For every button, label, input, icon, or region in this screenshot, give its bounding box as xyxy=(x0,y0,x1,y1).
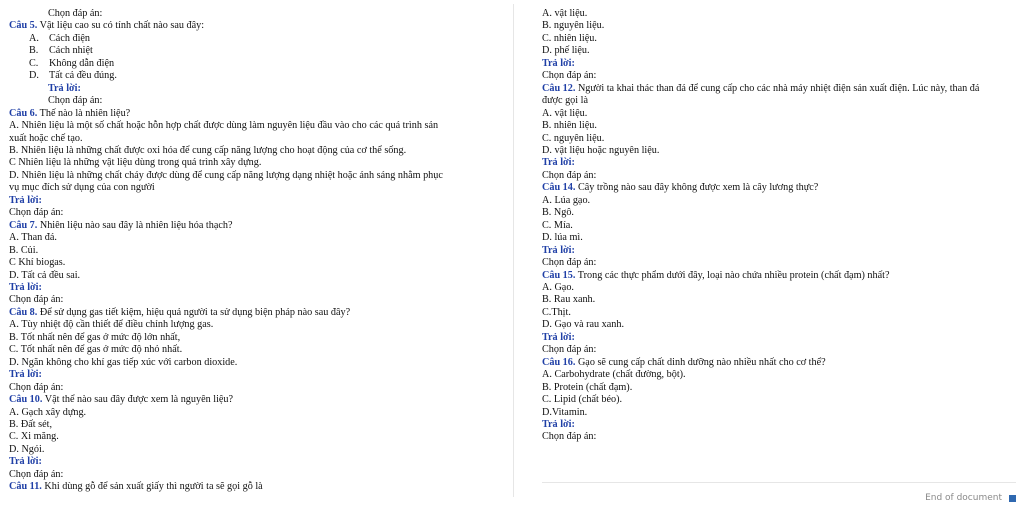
text-line: Chọn đáp án: xyxy=(9,381,64,393)
question-line xyxy=(542,357,1018,369)
text-line: A. vật liệu. xyxy=(542,107,588,119)
question-number: Câu 15. xyxy=(542,269,576,281)
text-line: D. Ngói. xyxy=(9,443,45,455)
answer-label: Trả lời: xyxy=(48,82,81,94)
text-line: C. Xi măng. xyxy=(9,431,59,443)
column-divider xyxy=(513,4,514,497)
text-line: B. Tốt nhất nên để gas ở mức độ lớn nhất, xyxy=(9,331,181,343)
option-text: Tất cả đều đúng. xyxy=(49,70,117,82)
text-line: B. Củi. xyxy=(9,244,39,256)
question-line xyxy=(9,220,503,232)
question-number: Câu 6. xyxy=(9,107,38,119)
document-column-right xyxy=(542,8,1018,444)
text-line: D. Nhiên liệu là những chất cháy được dùng để cung cấp năng lượng dạng nhiệt hoặc ánh sáng nhằm phục xyxy=(9,169,443,181)
text-line: D. Gạo và rau xanh. xyxy=(542,319,625,331)
question-line xyxy=(9,394,503,406)
text-line: B. nhiên liệu. xyxy=(542,120,597,132)
text-line: A. Gạch xây dựng. xyxy=(9,406,87,418)
text-line: Chọn đáp án: xyxy=(542,431,597,443)
question-text: Nhiên liệu nào sau đây là nhiên liệu hóa thạch? xyxy=(37,219,233,231)
answer-label: Trả lời: xyxy=(542,331,575,343)
option-line xyxy=(9,58,503,70)
option-text: Cách nhiệt xyxy=(49,45,93,57)
text-line: B. Nhiên liệu là những chất được oxi hóa để cung cấp năng lượng cho hoạt động của cơ thể sống. xyxy=(9,144,407,156)
text-line: D. vật liệu hoặc nguyên liệu. xyxy=(542,144,660,156)
text-line: xuất hoặc chế tạo. xyxy=(9,132,83,144)
text-line: B. nguyên liệu. xyxy=(542,20,605,32)
question-number: Câu 7. xyxy=(9,219,38,231)
text-line: A. vật liệu. xyxy=(542,8,588,19)
text-line: B. Rau xanh. xyxy=(542,294,596,306)
question-number: Câu 5. xyxy=(9,20,38,32)
option-letter: A. xyxy=(29,32,39,44)
question-number: Câu 14. xyxy=(542,182,576,194)
question-text: Cây trồng nào sau đây không được xem là cây lương thực? xyxy=(575,182,819,194)
text-line: A. Than đá. xyxy=(9,232,57,244)
text-line: B. Đất sét, xyxy=(9,418,53,430)
text-line: A. Tùy nhiệt độ cần thiết để điều chỉnh lượng gas. xyxy=(9,319,214,331)
text-line: D.Vitamin. xyxy=(542,406,588,418)
text-line: Chọn đáp án: xyxy=(542,257,597,269)
text-line: D. Tất cả đều sai. xyxy=(9,269,81,281)
text-line: Chọn đáp án: xyxy=(542,344,597,356)
question-line xyxy=(542,182,1018,194)
question-text: Thế nào là nhiên liệu? xyxy=(37,107,131,119)
text-line: B. Protein (chất đạm). xyxy=(542,381,633,393)
question-line xyxy=(542,270,1018,282)
option-line xyxy=(9,70,503,82)
end-of-document xyxy=(925,493,1016,503)
question-text: Người ta khai thác than đá để cung cấp cho các nhà máy nhiệt điện sản xuất điện. Lúc này, than đá xyxy=(575,82,980,94)
question-line xyxy=(9,481,503,493)
question-number: Câu 8. xyxy=(9,306,38,318)
text-line: C. nguyên liệu. xyxy=(542,132,605,144)
question-text: Vật liệu cao su có tính chất nào sau đây: xyxy=(37,20,205,32)
text-line: C.Thịt. xyxy=(542,306,571,318)
text-line: được gọi là xyxy=(542,95,588,107)
question-number: Câu 11. xyxy=(9,481,42,493)
question-line xyxy=(9,108,503,120)
text-line: C Khí biogas. xyxy=(9,257,66,269)
text-line: Chọn đáp án: xyxy=(48,8,103,19)
text-line: B. Ngô. xyxy=(542,207,574,219)
question-number: Câu 16. xyxy=(542,356,576,368)
end-separator xyxy=(542,482,1016,483)
question-text: Vật thể nào sau đây được xem là nguyên liệu? xyxy=(42,394,234,406)
text-line: A. Carbohydrate (chất đường, bột). xyxy=(542,369,686,381)
end-of-document-label: End of document xyxy=(925,493,1002,503)
text-line: Chọn đáp án: xyxy=(542,169,597,181)
text-line: C. Mía. xyxy=(542,219,573,231)
text-line: Chọn đáp án: xyxy=(9,207,64,219)
option-letter: C. xyxy=(29,57,39,69)
question-number: Câu 12. xyxy=(542,82,576,94)
question-text: Gạo sẽ cung cấp chất dinh dưỡng nào nhiều nhất cho cơ thể? xyxy=(575,356,826,368)
text-line: A. Nhiên liệu là một số chất hoặc hỗn hợp chất được dùng làm nguyên liệu đầu vào cho các quá trình sản xyxy=(9,120,439,132)
answer-label: Trả lời: xyxy=(9,281,42,293)
text-line: Chọn đáp án: xyxy=(542,70,597,82)
question-line xyxy=(9,20,503,32)
question-text: Khi dùng gỗ để sản xuất giấy thì người ta sẽ gọi gỗ là xyxy=(41,481,263,493)
option-letter: B. xyxy=(29,45,39,57)
answer-label: Trả lời: xyxy=(9,456,42,468)
option-letter: D. xyxy=(29,70,39,82)
text-line: vụ mục đích sử dụng của con người xyxy=(9,182,155,194)
question-line xyxy=(9,307,503,319)
end-marker-icon xyxy=(1009,495,1016,502)
option-line xyxy=(9,45,503,57)
answer-label: Trả lời: xyxy=(542,57,575,69)
document-column-left xyxy=(9,8,503,494)
answer-label: Trả lời: xyxy=(9,194,42,206)
question-text: Để sử dụng gas tiết kiệm, hiệu quả người ta sử dụng biện pháp nào sau đây? xyxy=(37,306,351,318)
option-text: Cách điện xyxy=(49,32,91,44)
question-line xyxy=(542,83,1018,95)
text-line: Chọn đáp án: xyxy=(9,468,64,480)
text-line: C. Lipid (chất béo). xyxy=(542,394,623,406)
option-text: Không dẫn điện xyxy=(49,57,115,69)
question-number: Câu 10. xyxy=(9,394,43,406)
text-line: D. lúa mì. xyxy=(542,232,583,244)
question-text: Trong các thực phẩm dưới đây, loại nào chứa nhiều protein (chất đạm) nhất? xyxy=(575,269,890,281)
text-line: A. Lúa gạo. xyxy=(542,194,591,206)
text-line: C. Tốt nhất nên để gas ở mức độ nhỏ nhất. xyxy=(9,344,183,356)
answer-label: Trả lời: xyxy=(542,418,575,430)
option-line xyxy=(9,33,503,45)
text-line: D. phế liệu. xyxy=(542,45,590,57)
text-line: Chọn đáp án: xyxy=(9,294,64,306)
answer-label: Trả lời: xyxy=(542,244,575,256)
text-line: A. Gạo. xyxy=(542,281,574,293)
text-line: D. Ngăn không cho khí gas tiếp xúc với carbon dioxide. xyxy=(9,356,238,368)
text-line: C. nhiên liệu. xyxy=(542,32,597,44)
answer-label: Trả lời: xyxy=(542,157,575,169)
text-line: C Nhiên liệu là những vật liệu dùng trong quá trình xây dựng. xyxy=(9,157,262,169)
text-line: Chọn đáp án: xyxy=(48,95,103,107)
answer-label: Trả lời: xyxy=(9,369,42,381)
